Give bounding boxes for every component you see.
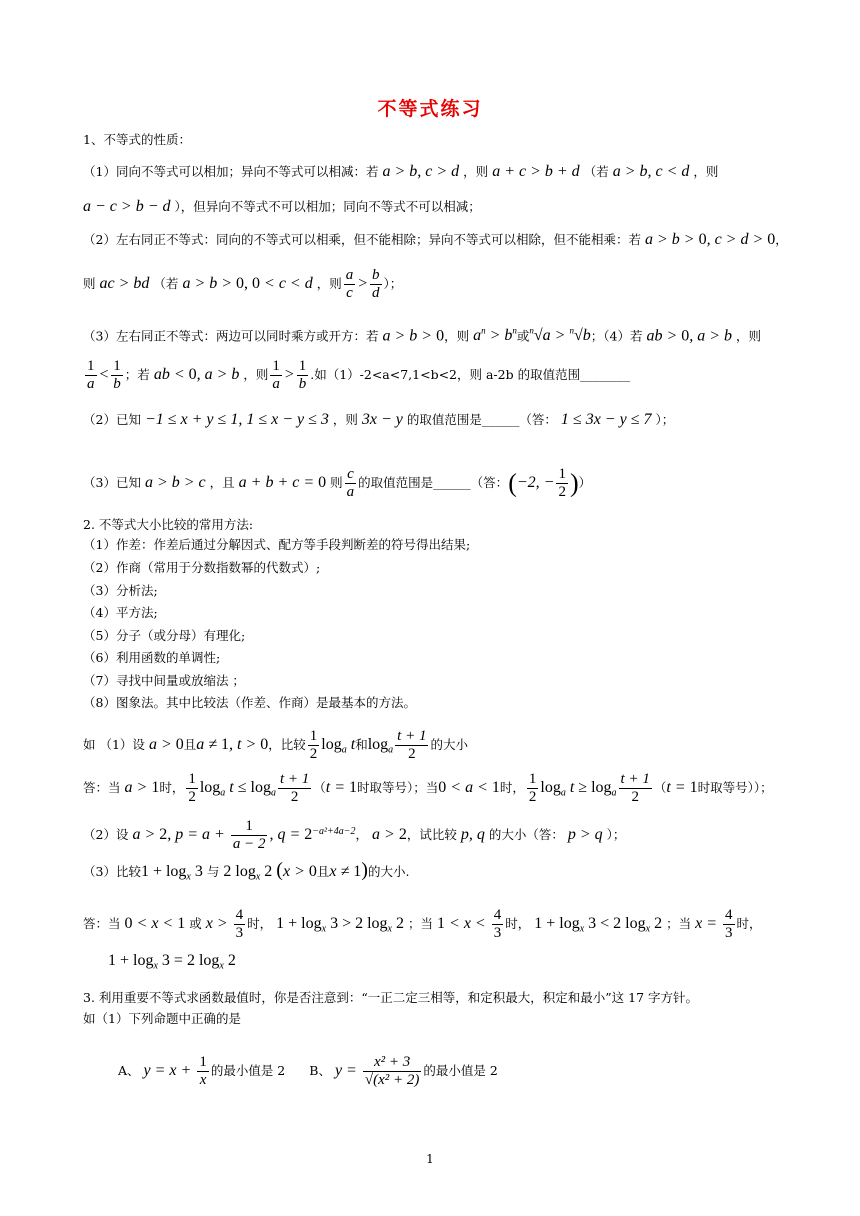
list-item: （5）分子（或分母）有理化; <box>83 628 246 643</box>
section-1-heading: 1、不等式的性质： <box>83 132 191 147</box>
property-1-line2: a − c > b − d ），但异向不等式不可以相加；同向不等式不可以相减； <box>83 198 481 215</box>
list-item: （3）分析法; <box>83 583 158 598</box>
list-item: （1）作差：作差后通过分解因式、配方等手段判断差的符号得出结果; <box>83 537 471 552</box>
example-3-answer-eq: $1 + \log_x 3 = 2$ $\log_x 2$ <box>108 952 236 972</box>
property-2-line2: 则 ac > bd （若 a > b > 0, 0 < c < d ，则 $\frac{a}{c}$ > $\frac{b}{d}$ ）； <box>83 267 403 301</box>
example-2: （2）设 a > 2, p = a + $\frac{1}{a - 2}$ , $q = 2^{-a^2+4a-2}$， a > 2，试比较 p, q 的大小（答： p > q ）； <box>83 818 626 852</box>
exercise-1-3: （3）已知 a > b > c ，且 a + b + c = 0 则 $\frac{c}{a}$ 的取值范围是______（答：(−2, − $\frac{1}{2}$ )） <box>83 466 592 500</box>
list-item: （7）寻找中间量或放缩法 ； <box>83 673 245 688</box>
property-1-line1: （1）同向不等式可以相加；异向不等式可以相减：若 a > b, c > d ，则 a + c > b + d （若 a > b, c < d ，则 <box>83 163 719 180</box>
section-3-heading: 3. 利用重要不等式求函数最值时，你是否注意到：“一正二定三相等，和定积最大，积定和最小”这 17 字方针。 <box>83 990 699 1005</box>
list-item: （8）图象法。其中比较法（作差、作商）是最基本的方法。 <box>83 695 416 710</box>
example-1: 如 （1）设 a > 0且a ≠ 1, t > 0，比较 $\frac{1}{2}$ $\log_a t$和$\log_a$ $\frac{t + 1}{2}$ 的大小 <box>83 728 468 762</box>
section-3-intro: 如（1）下列命题中正确的是 <box>83 1011 241 1026</box>
property-2-line1: （2）左右同正不等式：同向的不等式可以相乘，但不能相除；异向不等式可以相除，但不能相乘：若 a > b > 0, c > d > 0， <box>83 231 788 248</box>
example-3-answer: 答：当 0 < x < 1 或 x > $\frac{4}{3}$ 时， $1 + \log_x 3 > 2$ $\log_x 2$ ；当 1 < x < $\frac{4}{3}$ 时， $1 + \log_x 3 < 2$ $\log_x 2$ ；当 x = $\frac{4}{3}$ 时， <box>83 907 762 941</box>
list-item: （2）作商（常用于分数指数幂的代数式）; <box>83 560 321 575</box>
exercise-1-2: （2）已知 −1 ≤ x + y ≤ 1, 1 ≤ x − y ≤ 3 ，则 3x − y 的取值范围是______（答： 1 ≤ 3x − y ≤ 7 ）； <box>83 411 675 428</box>
list-item: （6）利用函数的单调性; <box>83 650 221 665</box>
list-item: （4）平方法; <box>83 605 158 620</box>
option-a-b: A、 y = x + $\frac{1}{x}$ 的最小值是 2 B、 y = $\frac{\text{x² + 3}}{\text{√(x² + 2)}}$ 的最小值是 2 <box>118 1054 498 1088</box>
page-title: 不等式练习 <box>377 98 483 120</box>
property-3-line1: （3）左右同正不等式：两边可以同时乘方或开方：若 a > b > 0，则 $a^n > b^n$或$^n$√a > $^n$√b；（4）若 ab > 0, a > b ，则 <box>83 326 762 345</box>
example-1-answer: 答：当 a > 1时， $\frac{1}{2}$ $\log_a t \le \log_a$ $\frac{t + 1}{2}$ （t = 1时取等号）；当0 < a < 1时， $\frac{1}{2}$ $\log_a t \ge \log_a$ $\frac{t + 1}{2}$ （t = 1时取等号））； <box>83 771 773 805</box>
page-number: 1 <box>426 1152 434 1166</box>
section-2-heading: 2. 不等式大小比较的常用方法: <box>83 517 254 532</box>
example-3: （3）比较$1 + \log_x 3$ 与 2 $\log_x 2$ (x > 0且x ≠ 1)的大小. <box>83 859 410 883</box>
property-3-line2: $\frac{1}{a}$ < $\frac{1}{b}$ ；若 ab < 0, a > b ，则 $\frac{1}{a}$ > $\frac{1}{b}$ .如（1）-2<a<7,1<b<2，则 a-2b 的取值范围________ <box>87 358 631 392</box>
